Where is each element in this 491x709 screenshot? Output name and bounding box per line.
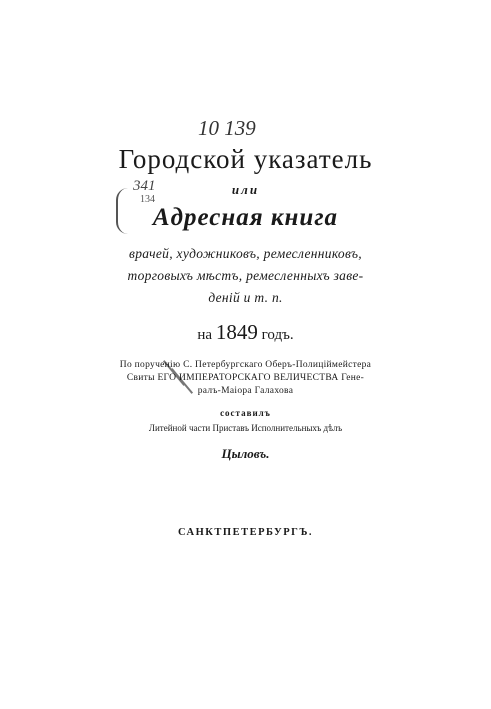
compiler-role: Литейной части Приставъ Исполнительныхъ дѣлъ — [148, 423, 343, 433]
author-name: Цыловъ. — [221, 446, 270, 461]
shelf-submark-handwritten: 134 — [140, 194, 155, 205]
description-line: врачей, художниковъ, ремесленниковъ, — [129, 246, 362, 261]
commission-line: ралъ-Маіора Галахова — [197, 386, 294, 396]
year-suffix: годъ. — [261, 327, 294, 343]
commission-line: По порученію С. Петербургскаго Оберъ-Полиціймейстера — [119, 360, 372, 370]
shelf-mark-handwritten: 341 — [133, 178, 156, 194]
year-line — [0, 320, 491, 345]
year-number: 1849 — [215, 320, 258, 344]
title-conjunction: или — [231, 182, 260, 197]
book-subtitle: Адресная книга — [152, 204, 339, 231]
publication-city: САНКТПЕТЕРБУРГЪ. — [177, 527, 314, 538]
year-prefix: на — [197, 327, 213, 343]
commission-line: Свиты ЕГО ИМПЕРАТОРСКАГО ВЕЛИЧЕСТВА Гене- — [126, 373, 365, 383]
compiled-by: составилъ — [220, 408, 271, 418]
book-title: Городской указатель — [118, 144, 373, 174]
description-line: деній и т. п. — [208, 290, 283, 305]
description-line: торговыхъ мѣстъ, ремесленныхъ заве- — [127, 268, 364, 283]
library-number-handwritten: 10 139 — [198, 116, 256, 140]
